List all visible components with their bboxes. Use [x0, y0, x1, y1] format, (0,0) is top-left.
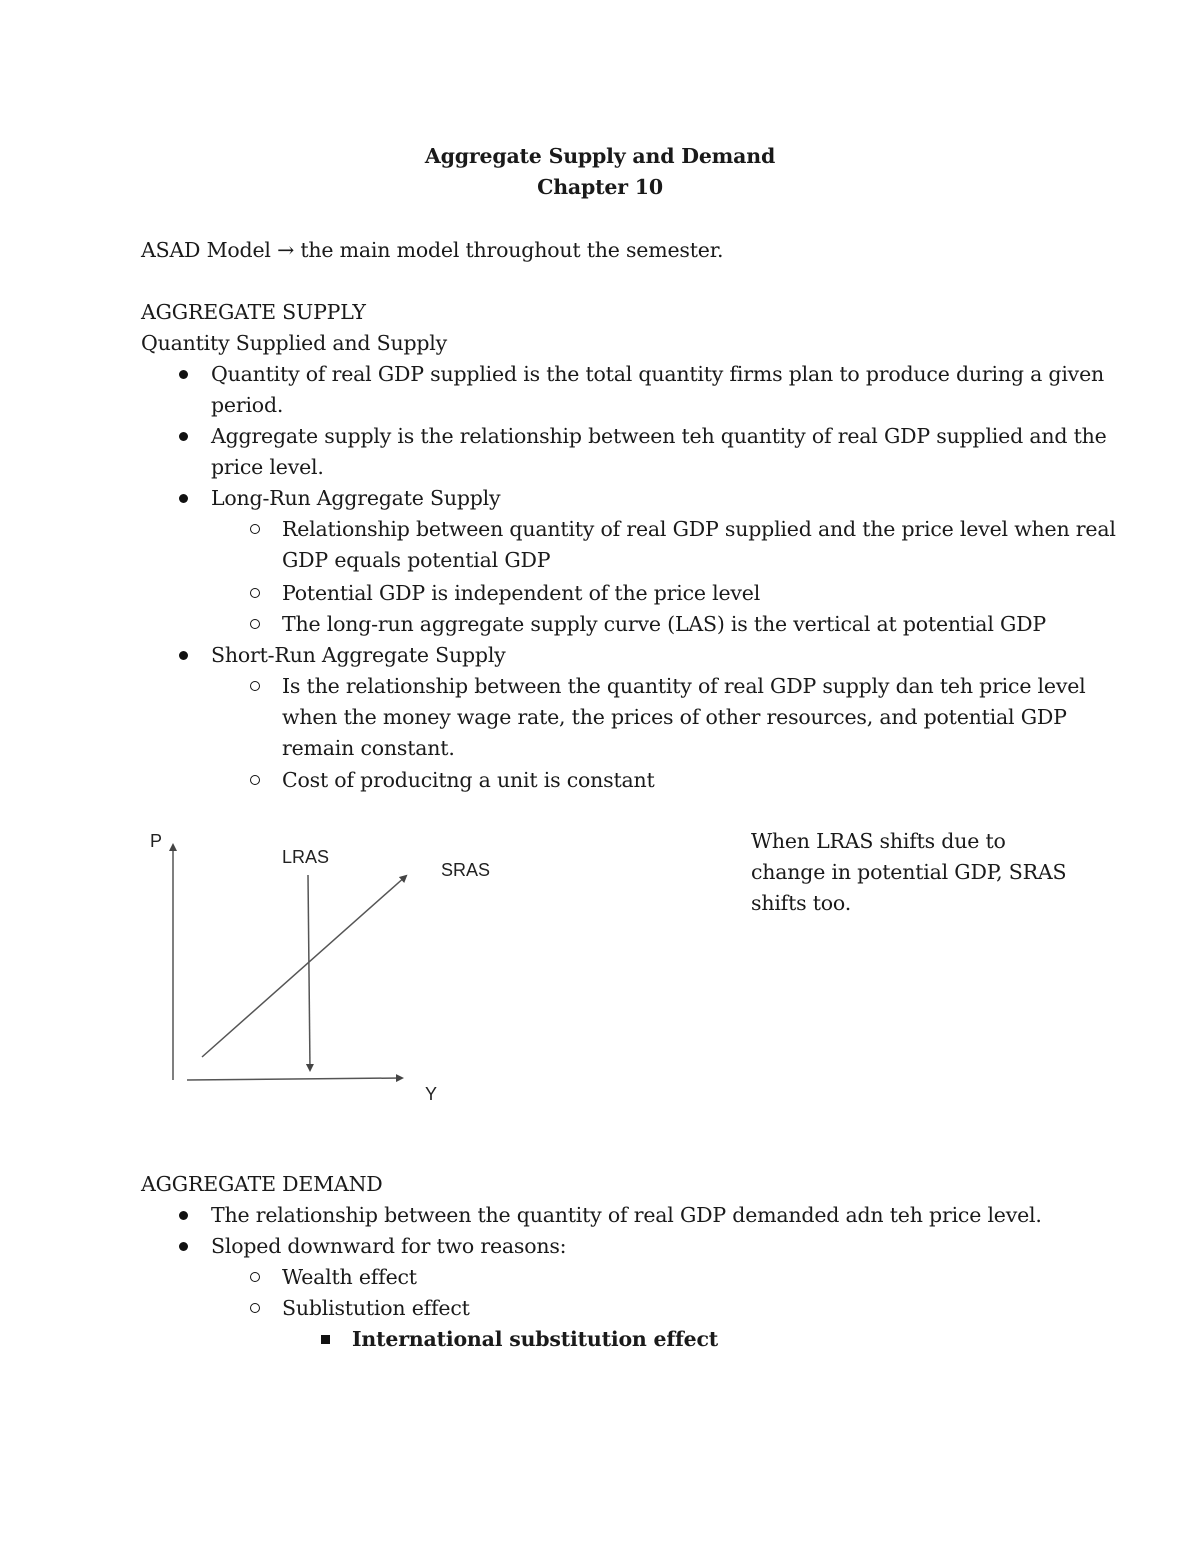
diagram-note-line-2: change in potential GDP, SRAS [751, 860, 1067, 884]
supply-heading: AGGREGATE SUPPLY [141, 300, 366, 324]
bullet-disc [179, 494, 188, 503]
lras-sub-1-line-2: GDP equals potential GDP [282, 548, 551, 572]
sras-label: SRAS [441, 860, 491, 880]
supply-subheading: Quantity Supplied and Supply [141, 331, 448, 355]
lras-curve [308, 875, 310, 1070]
lras-label: LRAS [282, 847, 330, 867]
demand-heading: AGGREGATE DEMAND [141, 1172, 383, 1196]
lras-sub-1-line-1: Relationship between quantity of real GDP supplied and the price level when real [282, 517, 1116, 541]
sras-sub-1-line-2: when the money wage rate, the prices of other resources, and potential GDP [282, 705, 1067, 729]
lras-sub-3: The long-run aggregate supply curve (LAS) is the vertical at potential GDP [282, 612, 1047, 636]
supply-bullet-2-line-1: Aggregate supply is the relationship between teh quantity of real GDP supplied and the [211, 424, 1107, 448]
demand-bullet-1: The relationship between the quantity of real GDP demanded adn teh price level. [211, 1203, 1042, 1227]
supply-bullet-lras: Long-Run Aggregate Supply [211, 486, 501, 510]
bullet-circle [250, 681, 260, 691]
diagram-note-line-3: shifts too. [751, 891, 852, 915]
intro-line: ASAD Model → the main model throughout the semester. [141, 238, 724, 262]
bullet-circle [250, 524, 260, 534]
supply-bullet-1-line-1: Quantity of real GDP supplied is the total quantity firms plan to produce during a given [211, 362, 1104, 386]
bullet-circle [250, 775, 260, 785]
x-axis-label: Y [425, 1084, 438, 1104]
bullet-disc [179, 1242, 188, 1251]
demand-bullet-2: Sloped downward for two reasons: [211, 1234, 567, 1258]
supply-bullet-1-line-2: period. [211, 393, 284, 417]
y-axis-label: P [150, 831, 163, 851]
bullet-circle [250, 1272, 260, 1282]
demand-sub-international: International substitution effect [352, 1327, 719, 1351]
supply-bullet-2-line-2: price level. [211, 455, 324, 479]
x-axis [187, 1078, 402, 1080]
sras-sub-2: Cost of producitng a unit is constant [282, 768, 655, 792]
chapter-subtitle: Chapter 10 [537, 175, 663, 199]
lras-sras-diagram [130, 820, 530, 1110]
supply-bullet-sras: Short-Run Aggregate Supply [211, 643, 506, 667]
bullet-square [321, 1335, 330, 1344]
lras-sub-2: Potential GDP is independent of the price level [282, 581, 761, 605]
demand-sub-substitution: Sublistution effect [282, 1296, 470, 1320]
bullet-disc [179, 432, 188, 441]
bullet-disc [179, 651, 188, 660]
bullet-disc [179, 370, 188, 379]
sras-sub-1-line-3: remain constant. [282, 736, 455, 760]
demand-sub-wealth: Wealth effect [282, 1265, 417, 1289]
page-title: Aggregate Supply and Demand [424, 144, 776, 168]
bullet-circle [250, 619, 260, 629]
sras-sub-1-line-1: Is the relationship between the quantity of real GDP supply dan teh price level [282, 674, 1086, 698]
bullet-circle [250, 1303, 260, 1313]
bullet-disc [179, 1211, 188, 1220]
diagram-note-line-1: When LRAS shifts due to [751, 829, 1006, 853]
sras-curve [202, 876, 406, 1057]
bullet-circle [250, 588, 260, 598]
